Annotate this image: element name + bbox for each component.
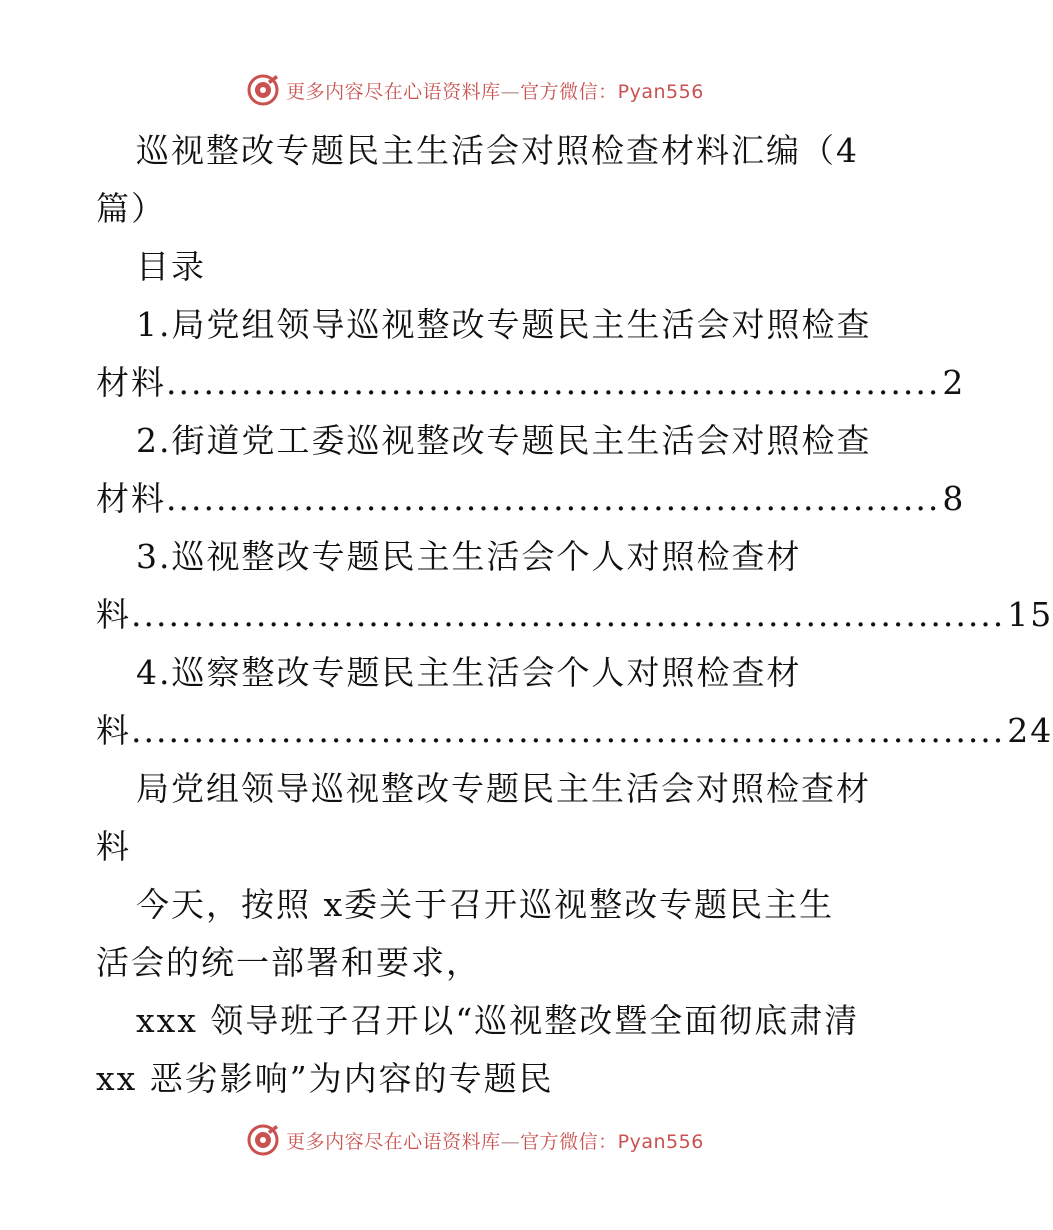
banner-text	[286, 1127, 704, 1154]
toc-item-4-title[interactable]: 4.巡察整改专题民主生活会个人对照检查材	[136, 653, 802, 692]
banner-main-text: 更多内容尽在心语资料库	[286, 1130, 501, 1153]
toc-item-4-page: 24	[1007, 711, 1053, 750]
banner-text	[286, 77, 704, 104]
toc-item-1-title[interactable]: 1.局党组领导巡视整改专题民主生活会对照检查	[136, 305, 872, 344]
banner-content	[246, 1123, 704, 1157]
toc-heading: 目录	[136, 247, 206, 286]
paragraph-2-line-2: xx 恶劣影响”为内容的专题民	[96, 1059, 554, 1098]
banner-wechat: 官方微信：Pyan556	[520, 80, 704, 103]
document-title-line-2: 篇）	[96, 189, 166, 228]
toc-leader-dots: ......................................................................	[131, 711, 1006, 750]
banner-wechat: 官方微信：Pyan556	[520, 1130, 704, 1153]
toc-item-3-page: 15	[1007, 595, 1053, 634]
toc-item-2-title[interactable]: 2.街道党工委巡视整改专题民主生活会对照检查	[136, 421, 872, 460]
toc-item-1-page: 2	[942, 363, 966, 402]
banner-content	[246, 73, 704, 107]
paragraph-1-line-2: 活会的统一部署和要求，	[96, 943, 481, 982]
paragraph-1-line-1: 今天，按照 x委关于召开巡视整改专题民主生	[136, 885, 835, 924]
toc-item-2-page: 8	[942, 479, 966, 518]
toc-item-1-tail: 材料	[96, 363, 166, 402]
toc-item-3-title[interactable]: 3.巡视整改专题民主生活会个人对照检查材	[136, 537, 802, 576]
header-banner	[0, 70, 950, 110]
toc-item-4-tail: 料	[96, 711, 131, 750]
toc-leader-dots: ......................................................................	[131, 595, 1006, 634]
footer-banner	[0, 1120, 950, 1160]
toc-item-4-entry[interactable]	[96, 702, 1053, 760]
toc-leader-dots: ..............................................................	[166, 479, 941, 518]
toc-item-1-entry[interactable]	[96, 354, 966, 412]
toc-item-2-tail: 材料	[96, 479, 166, 518]
banner-separator: —	[500, 80, 521, 103]
brush-circle-logo-icon	[246, 1123, 280, 1157]
banner-separator: —	[500, 1130, 521, 1153]
section-heading-line-2: 料	[96, 827, 131, 866]
banner-main-text: 更多内容尽在心语资料库	[286, 80, 501, 103]
document-body	[96, 122, 1053, 1108]
section-heading-line-1: 局党组领导巡视整改专题民主生活会对照检查材	[136, 769, 871, 808]
toc-item-2-entry[interactable]	[96, 470, 966, 528]
paragraph-2-line-1: xxx 领导班子召开以“巡视整改暨全面彻底肃清	[136, 1001, 860, 1040]
toc-leader-dots: ..............................................................	[166, 363, 941, 402]
toc-item-3-tail: 料	[96, 595, 131, 634]
brush-circle-logo-icon	[246, 73, 280, 107]
toc-item-3-entry[interactable]	[96, 586, 1053, 644]
document-title-line-1: 巡视整改专题民主生活会对照检查材料汇编（4	[136, 131, 859, 170]
